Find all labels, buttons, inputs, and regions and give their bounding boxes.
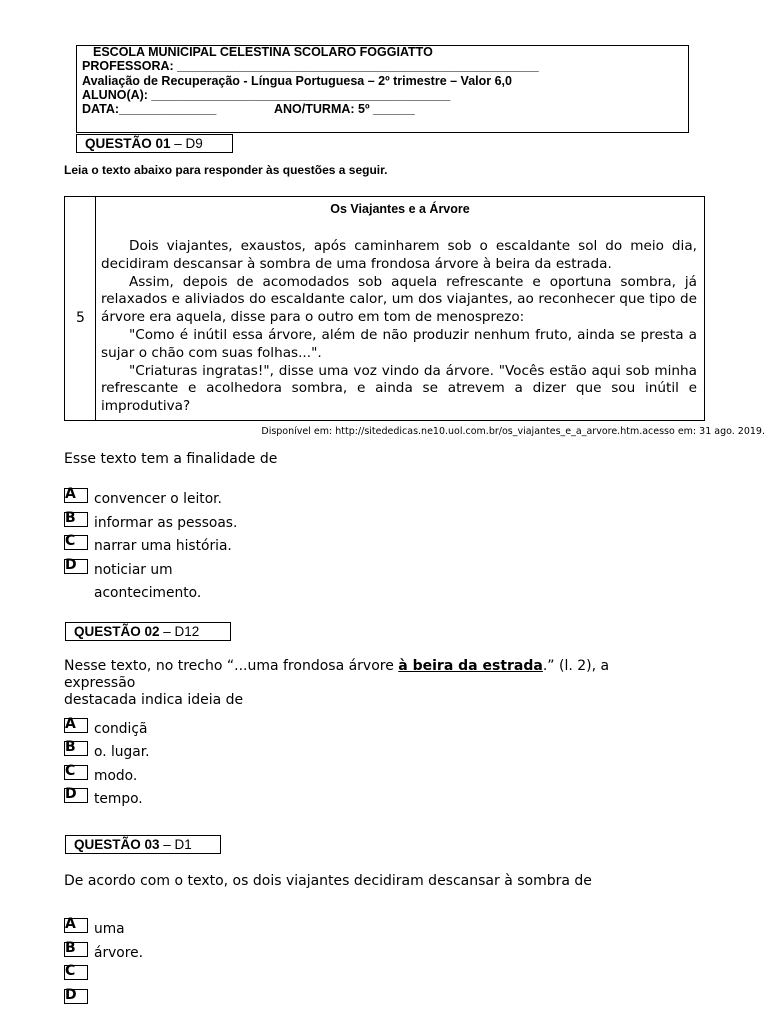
option-d[interactable] [64,989,88,1012]
option-text-continued: acontecimento. [94,585,202,601]
option-text: uma [94,921,125,937]
story-title: Os Viajantes e a Árvore [330,202,470,216]
year-class-field: ANO/TURMA: 5º ______ [274,102,415,116]
option-b[interactable] [64,510,238,535]
option-text: o. lugar. [94,744,150,760]
option-text: condiçã [94,721,148,737]
option-letter: B [64,512,88,527]
question-descriptor: – D9 [170,136,203,151]
option-letter: B [64,741,88,756]
option-c[interactable] [64,763,138,788]
option-text: modo. [94,768,138,784]
option-letter: B [64,942,88,957]
option-c[interactable] [64,533,232,558]
question-descriptor: – D12 [159,624,200,639]
question-label: QUESTÃO 03 [74,837,160,852]
story-paragraph: Dois viajantes, exaustos, após caminharem sob o escaldante sol do meio dia, decidiram descansar à sombra de uma frondosa árvore à beira da estrada. [101,238,697,272]
question-label: QUESTÃO 02 [74,624,160,639]
evaluation-title: Avaliação de Recuperação - Língua Portuguesa – 2º trimestre – Valor 6,0 [82,74,512,88]
option-letter: C [64,765,88,780]
option-text: noticiar um [94,562,173,578]
option-letter: D [64,559,88,574]
option-b[interactable] [64,739,150,764]
option-letter: C [64,535,88,550]
option-text: convencer o leitor. [94,491,222,507]
prompt-text: Nesse texto, no trecho “...uma frondosa árvore [64,658,399,674]
school-name: ESCOLA MUNICIPAL CELESTINA SCOLARO FOGGIATTO [93,45,433,59]
option-a[interactable] [64,716,148,741]
story-text [101,238,697,416]
question-02-label [65,622,231,641]
option-d[interactable] [64,786,143,811]
option-text: informar as pessoas. [94,515,238,531]
option-letter: D [64,788,88,803]
highlighted-expression: à beira da estrada [398,658,543,674]
line-number-column [65,197,96,420]
question-03-prompt: De acordo com o texto, os dois viajantes decidiram descansar à sombra de [64,873,592,889]
option-c[interactable] [64,965,88,988]
teacher-field: PROFESSORA: ____________________________________________________ [82,59,539,73]
reading-instruction: Leia o texto abaixo para responder às questões a seguir. [64,163,388,177]
option-b[interactable] [64,940,143,965]
story-paragraph: "Criaturas ingratas!", disse uma voz vindo da árvore. "Vocês estão aqui sob minha refrescante e acolhedora sombra, e ainda se atrevem a dizer que sou inútil e improdutiva? [101,362,697,415]
question-label: QUESTÃO 01 [85,136,171,151]
option-text: narrar uma história. [94,538,232,554]
option-letter: D [64,989,88,1004]
question-03-label [65,835,221,854]
option-letter: C [64,965,88,980]
option-letter: A [64,918,88,933]
option-a[interactable] [64,486,222,511]
question-02-prompt [64,658,684,709]
line-number: 5 [76,310,85,326]
date-field: DATA:______________ [82,102,217,116]
story-paragraph: "Como é inútil essa árvore, além de não produzir nenhum fruto, ainda se presta a sujar o chão com suas folhas...". [101,326,697,361]
student-field: ALUNO(A): ___________________________________________ [82,88,451,102]
story-paragraph: Assim, depois de acomodados sob aquela refrescante e oportuna sombra, já relaxados e aliviados do escaldante calor, um dos viajantes, ao reconhecer que tipo de árvore era aquela, disse para o outro em tom de menosprezo: [101,273,697,326]
prompt-text: .” (l. 2), a expressão [64,658,610,691]
source-citation: Disponível em: http://sitededicas.ne10.uol.com.br/os_viajantes_e_a_arvore.htm.acesso em: 31 ago. 2019. [261,426,765,437]
prompt-text: destacada indica ideia de [64,692,244,708]
story-table [64,196,705,421]
option-a[interactable] [64,916,125,941]
question-01-label [76,134,233,153]
option-d[interactable] [64,557,173,582]
option-letter: A [64,718,88,733]
option-text: tempo. [94,791,143,807]
question-01-prompt: Esse texto tem a finalidade de [64,451,278,467]
option-text: árvore. [94,945,143,961]
option-letter: A [64,488,88,503]
question-descriptor: – D1 [159,837,192,852]
